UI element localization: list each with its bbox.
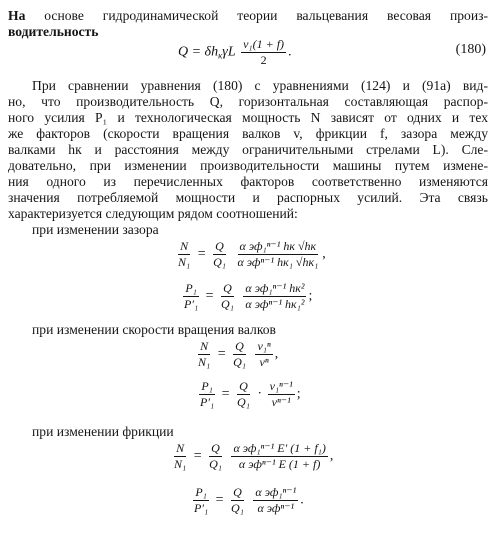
fr-N-denominator: α эфⁿ⁻¹ E (1 + f) — [238, 457, 321, 471]
section-friction-heading: при изменении фрикции — [32, 424, 174, 439]
para-line-3: ного усилия P₁ и технологическая мощность N зависят от одних и тех — [8, 110, 488, 125]
equation-180 — [178, 38, 292, 67]
q-label: Q — [239, 379, 248, 393]
equals-sign: = — [197, 246, 206, 262]
semicolon: ; — [296, 386, 301, 402]
n-label: N — [200, 339, 209, 353]
q-label: Q — [215, 239, 224, 253]
comma: , — [274, 346, 279, 362]
para-line-4: же факторов (скорости вращения валков v, фрикции f, зазора между — [8, 126, 488, 141]
multiply-dot: · — [257, 386, 263, 402]
fr-N-fraction — [231, 442, 327, 471]
equals-sign: = — [221, 386, 230, 402]
p1-prime-label: P′₁ — [184, 297, 199, 311]
section-gap-heading: при изменении зазора — [32, 222, 159, 237]
gap-N-denominator: α эфⁿ⁻¹ hк₁ √hк₁ — [237, 255, 319, 269]
eq180-numerator: v₁(1 + f) — [243, 37, 285, 51]
intro-lead-bold: На — [8, 8, 26, 23]
n-label: N — [180, 239, 189, 253]
q1-label: Q₁ — [209, 457, 222, 471]
q-label: Q — [235, 339, 244, 353]
speed-N-ratio — [196, 340, 212, 369]
fr-N-numerator: α эф₁ⁿ⁻¹ E′ (1 + f₁) — [233, 441, 326, 455]
speed-N-numerator: v₁ⁿ — [257, 339, 271, 353]
equals-sign: = — [205, 288, 214, 304]
gap-N-ratio — [176, 240, 192, 269]
section-speed-heading: при изменении скорости вращения валков — [32, 322, 276, 337]
gap-N-fraction — [235, 240, 320, 269]
q1-label: Q₁ — [237, 395, 250, 409]
q-label: Q — [233, 485, 242, 499]
intro-line-1 — [8, 8, 488, 24]
equals-sign: = — [217, 346, 226, 362]
speed-P-numerator: v₁ⁿ⁻¹ — [269, 379, 293, 393]
fr-P-q-ratio — [229, 486, 246, 515]
eq180-period: . — [288, 44, 292, 60]
fr-P-fraction — [253, 486, 298, 515]
formula-speed-P — [196, 380, 301, 409]
eq180-fraction — [241, 38, 286, 67]
formula-friction-P — [190, 486, 304, 515]
gap-P-numerator: α эф₁ⁿ⁻¹ hк² — [245, 281, 305, 295]
fr-N-ratio — [172, 442, 188, 471]
speed-N-q-ratio — [231, 340, 248, 369]
n1-label: N₁ — [174, 457, 187, 471]
para-line-8: значения потребляемой мощности и распорных усилий. Эта связь — [8, 190, 488, 205]
eq180-denominator: 2 — [260, 53, 267, 67]
q-label: Q — [223, 281, 232, 295]
formula-gap-N — [174, 240, 326, 269]
gap-P-ratio — [182, 282, 200, 311]
para-line-1: При сравнении уравнения (180) с уравнениями (124) и (91а) вид- — [32, 78, 488, 93]
speed-P-fraction — [268, 380, 295, 409]
fr-P-denominator: α эфⁿ⁻¹ — [257, 501, 295, 515]
eq180-k-sub: к — [218, 50, 223, 61]
q-label: Q — [211, 441, 220, 455]
eq180-gammaL: γL — [222, 44, 236, 60]
p1-label: P₁ — [201, 379, 213, 393]
period: . — [300, 492, 304, 508]
p1-label: P₁ — [195, 485, 207, 499]
n1-label: N₁ — [178, 255, 191, 269]
fr-P-ratio — [192, 486, 210, 515]
eq180-lhs: Q = δh — [178, 44, 219, 60]
p1-prime-label: P′₁ — [194, 501, 209, 515]
para-line-9: характеризуется следующим рядом соотношений: — [8, 206, 298, 221]
n-label: N — [176, 441, 185, 455]
comma: , — [322, 246, 326, 262]
q1-label: Q₁ — [231, 501, 244, 515]
equals-sign: = — [193, 448, 202, 464]
gap-P-fraction — [243, 282, 306, 311]
fr-P-numerator: α эф₁ⁿ⁻¹ — [255, 485, 297, 499]
speed-N-fraction — [255, 340, 272, 369]
n1-label: N₁ — [198, 355, 211, 369]
speed-P-ratio — [198, 380, 216, 409]
speed-N-denominator: vⁿ — [259, 355, 269, 369]
formula-gap-P — [180, 282, 312, 311]
gap-P-q-ratio — [219, 282, 236, 311]
gap-N-q-ratio — [211, 240, 228, 269]
comma: , — [329, 448, 334, 464]
semicolon: ; — [308, 288, 313, 304]
fr-N-q-ratio — [207, 442, 224, 471]
speed-P-q-ratio — [235, 380, 252, 409]
para-line-5: валками hк и расстояния между ограничительными стрелами L). Сле- — [8, 142, 488, 157]
formula-speed-N — [194, 340, 278, 369]
para-line-2: но, что производительность Q, горизонтальная составляющая распор- — [8, 94, 488, 109]
para-line-6: довательно, при изменении производительности машины путем измене- — [8, 158, 488, 173]
p1-label: P₁ — [185, 281, 197, 295]
equals-sign: = — [215, 492, 224, 508]
equation-number-180: (180) — [455, 42, 486, 57]
intro-lead-rest: основе гидродинамической теории вальцевания весовая произ- — [25, 8, 488, 23]
para-line-7: ния одного из перечисленных факторов соответственно изменяются — [8, 174, 488, 189]
p1-prime-label: P′₁ — [200, 395, 215, 409]
gap-P-denominator: α эфⁿ⁻¹ hк₁² — [245, 297, 305, 311]
speed-P-denominator: vⁿ⁻¹ — [271, 395, 291, 409]
formula-friction-N — [170, 442, 333, 471]
q1-label: Q₁ — [233, 355, 246, 369]
q1-label: Q₁ — [213, 255, 226, 269]
q1-label: Q₁ — [221, 297, 234, 311]
gap-N-numerator: α эф₁ⁿ⁻¹ hк √hк — [239, 239, 317, 253]
intro-line2-bold: водительность — [8, 24, 99, 39]
